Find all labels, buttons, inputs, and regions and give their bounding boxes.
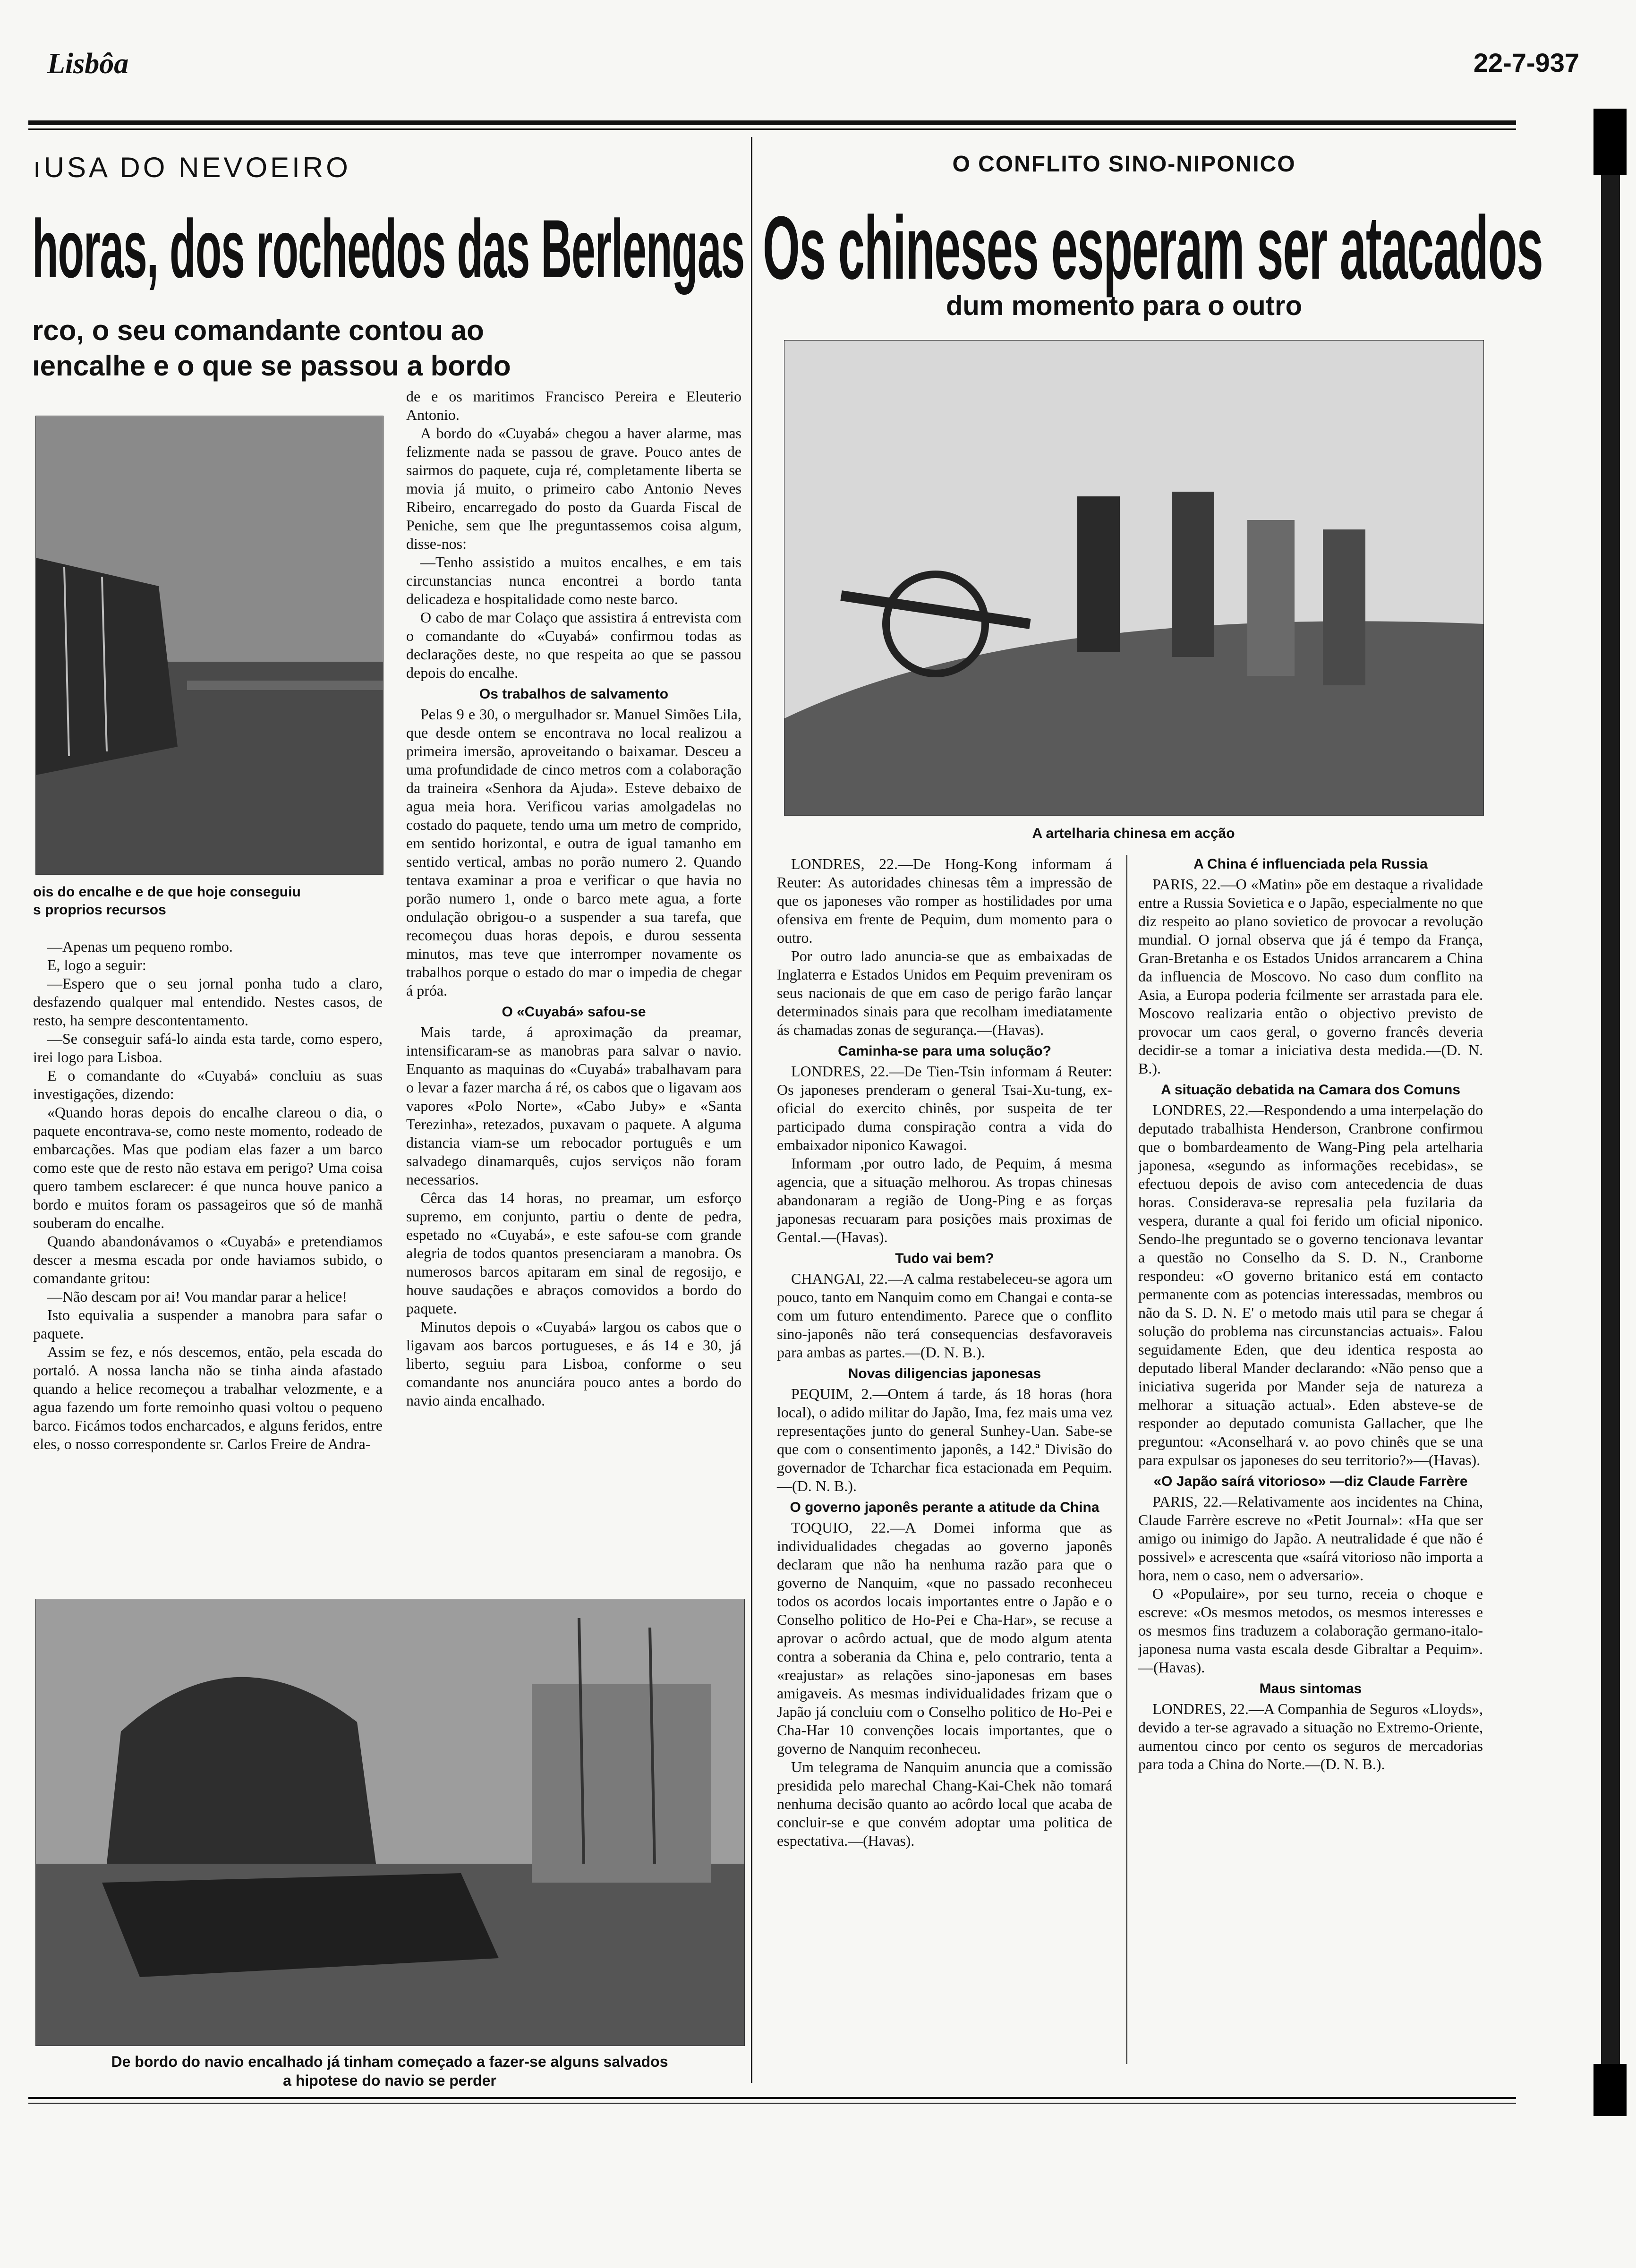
subheading-japanese-government: O governo japonês perante a atitude da China [790,1500,1099,1515]
page-edge-bar [1601,109,1620,2111]
subheading-new-diligences: Novas diligencias japonesas [848,1366,1041,1381]
issue-date: 22-7-937 [1473,48,1579,77]
left-column-a [33,938,383,1453]
salvage-photo-caption [35,2052,744,2090]
paragraph: E, logo a seguir: [47,956,146,973]
artillery-photo-caption: A artelharia chinesa em acção [1032,826,1235,841]
left-headline: horas, dos rochedos das Berlengas [32,203,745,295]
salvage-caption-line-1: De bordo do navio encalhado já tinham começado a fazer-se alguns salvados [111,2053,668,2070]
right-headline: Os chineses esperam ser atacados [763,198,1543,298]
subheading-freed: O «Cuyabá» safou-se [502,1004,646,1020]
left-kicker: ıUSA DO NEVOEIRO [33,152,351,183]
paragraph: LONDRES, 22.—De Tien-Tsin informam á Reuter: Os japoneses prenderam o general Tsai-Xu-tung, ex-oficial do exercito chinês, por suspeita de ter participado duma conspiração contra a vida do embaixador niponico Kawagoi. [777,1063,1112,1153]
paragraph: Por outro lado anuncia-se que as embaixadas de Inglaterra e Estados Unidos em Pequim preveniram os seus nacionais de que em caso de perigo farão lançar determinados sinais para que recolham imediatamente ás chamadas zonas de segurança.—(Havas). [777,947,1112,1038]
bottom-rule [28,2097,1516,2099]
subheading-commons: A situação debatida na Camara dos Comuns [1160,1082,1461,1098]
right-subhead: dum momento para o outro [946,290,1302,321]
subheading-all-well: Tudo vai bem? [895,1251,994,1266]
paragraph: Minutos depois o «Cuyabá» largou os cabos que o ligavam aos barcos portugueses, e ás 14 e 30, já liberto, seguiu para Lisboa, conforme o seu comandante nos anunciára pouco antes a bordo do navio ainda encalhado. [406,1318,741,1409]
top-rule [28,120,1516,125]
paragraph: Quando abandonávamos o «Cuyabá» e pretendiamos descer a mesma escada por onde haviamos subido, o comandante gritou: [33,1233,383,1287]
paragraph: —Se conseguir safá-lo ainda esta tarde, como espero, irei logo para Lisboa. [33,1030,383,1066]
paragraph: PARIS, 22.—Relativamente aos incidentes na China, Claude Farrère escreve no «Petit Journal»: «Ha que ser amigo ou inimigo do Japão. A neutralidade é que não é possivel» e acrescenta que «saírá vitorioso não importa a hora, nem o caso, nem o adversario». [1138,1493,1483,1584]
paragraph: O cabo de mar Colaço que assistira á entrevista com o comandante do «Cuyabá» confirmou todas as declarações deste, no que respeita ao que se passou depois do encalhe. [406,609,741,681]
left-subhead-2: ıencalhe e o que se passou a bordo [32,350,511,382]
artillery-photo [784,340,1484,816]
subheading-solution: Caminha-se para uma solução? [838,1043,1051,1059]
paragraph: CHANGAI, 22.—A calma restabeleceu-se agora um pouco, tanto em Nanquim como em Changai e conta-se com um futuro entendimento. Parece que o conflito sino-japonês não terá consequencias desfavoraveis para ambas as partes.—(D. N. B.). [777,1270,1113,1361]
left-subhead-1: rco, o seu comandante contou ao [32,315,484,346]
paragraph: —Apenas um pequeno rombo. [47,938,233,955]
subheading-russia: A China é influenciada pela Russia [1193,856,1428,872]
ship-photo-caption-2: s proprios recursos [33,902,166,918]
paragraph: —Tenho assistido a muitos encalhes, e em tais circunstancias nunca encontrei a bordo tanta delicadeza e hospitalidade como neste barco. [406,554,741,607]
paragraph: Cêrca das 14 horas, no preamar, um esforço supremo, em conjunto, partiu o dente de pedra, espetado no «Cuyabá», e este safou-se com grande alegria de todos quantos presenciaram a manobra. Os numerosos barcos apitaram em sinal de regosijo, e houve saudações e abraços comovidos a bordo do paquete. [406,1189,741,1317]
salvage-caption-line-2: a hipotese do navio se perder [283,2072,496,2089]
paragraph: A bordo do «Cuyabá» chegou a haver alarme, mas felizmente nada se passou de grave. Pouco antes de sairmos do paquete, cuja ré, completamente liberta se movia já muito, o primeiro cabo Antonio Neves Ribeiro, encarregado do posto da Guarda Fiscal de Peniche, sem que lhe preguntassemos coisa algum, disse-nos: [406,425,741,552]
page-edge-block-bottom [1593,2064,1627,2116]
paragraph: Informam ,por outro lado, de Pequim, á mesma agencia, que a situação melhorou. As tropas chinesas abandonaram a região de Uong-Ping e as forças japonesas recuaram para posições mais proximas de Gental.—(Havas). [777,1155,1112,1245]
paragraph: E o comandante do «Cuyabá» concluiu as suas investigações, dizendo: [33,1067,383,1102]
paragraph: PARIS, 22.—O «Matin» põe em destaque a rivalidade entre a Russia Sovietica e o Japão, especialmente no que diz respeito ao plano sovietico de provocar a revolução mundial. O jornal observa que já é tempo da França, Gran-Bretanha e os Estados Unidos arrancarem a China da influencia de Moscovo. No caso dum conflito na Asia, a Europa poderia fcilmente ser arrastada para ele. Moscovo realizaria então o objectivo previsto de provocar um caos geral, o governo francês deveria decidir-se a tomar a iniciativa desta medida.—(D. N. B.). [1138,876,1483,1077]
story-divider [751,137,752,2083]
right-column-c [777,855,1112,1850]
paragraph: O «Populaire», por seu turno, receia o choque e escreve: «Os mesmos metodos, os mesmos interesses e os mesmos fins traduzem a colaboração germano-italo-japonesa numa vasta escala desde Gibraltar a Pequim».—(Havas). [1138,1585,1483,1676]
bottom-rule-thin [28,2103,1516,2104]
paragraph: Pelas 9 e 30, o mergulhador sr. Manuel Simões Lila, que desde ontem se encontrava no local realizou a primeira imersão, aproveitando o baixamar. Desceu a uma profundidade de cinco metros com a colaboração da traineira «Senhora da Ajuda». Esteve debaixo de agua meia hora. Verificou varias amolgadelas no costado do paquete, tendo uma um metro de comprido, em sentido horizontal, e outra de igual tamanho em sentido vertical, ambas no porão numero 2. Quando tentava examinar a proa e verificar o que havia no porão numero 1, onde o barco mete agua, a forte ondulação obrigou-o a suspender a sua tarefa, que recomeçou duas horas depois, e durou sessenta minutos, mas teve que interromper novamente os trabalhos porque o estado do mar o impedia de chegar á próa. [406,706,741,999]
column-divider [1126,855,1127,2064]
paragraph: Assim se fez, e nós descemos, então, pela escada do portaló. A nossa lancha não se tinha ainda afastado quando a helice recomeçou a trabalhar velozmente, e a agua fazendo um forte remoinho quasi voltou o pequeno barco. Ficámos todos encharcados, e alguns feridos, entre eles, o nosso correspondente sr. Carlos Freire de Andra- [33,1343,383,1452]
ship-aground-photo [35,416,383,875]
paragraph: Um telegrama de Nanquim anuncia que a comissão presidida pelo marechal Chang-Kai-Chek não tomará nenhuma decisão quanto ao acôrdo local que acaba de concluir-se e que convém adoptar uma politica de espectativa.—(Havas). [777,1758,1112,1849]
paragraph: LONDRES, 22.—Respondendo a uma interpelação do deputado trabalhista Henderson, Cranbrone confirmou que o bombardeamento de Wang-Ping pela artelharia japonesa, «segundo as informações recebidas», se efectuou depois de aviso com antecedencia de duas horas. Considerava-se represalia pela fuzilaria da vespera, durante a qual foi ferido um oficial niponico. Sendo-lhe preguntado se o governo tencionava levantar a questão no Conselho da S. D. N., Cranborne respondeu: «O governo britanico está em contacto permanente com as potencias interessadas, membros ou não da S. D. N. E' o metodo mais util para se chegar á solução do problema nas circunstancias actuais». Falou seguidamente Eden, que deu identica resposta ao deputado liberal Mander declarando: «Não penso que a iniciativa sugerida por Mander seja de natureza a melhorar a situação actual». Eden absteve-se de responder ao deputado comunista Gallacher, que lhe preguntou: «Aconselhará v. ao povo chinês que se una para expulsar os japoneses do seu territorio?»—(Havas). [1138,1101,1483,1468]
subheading-bad-signs: Maus sintomas [1259,1681,1362,1697]
paragraph: —Não descam por ai! Vou mandar parar a helice! [47,1288,347,1305]
paragraph: —Espero que o seu jornal ponha tudo a claro, desfazendo qualquer mal entendido. Nestes casos, de resto, ha sempre descontentamento. [33,975,383,1029]
paragraph: «Quando horas depois do encalhe clareou o dia, o paquete encontrava-se, como neste momento, rodeado de embarcações. Mas que podiam elas fazer a um barco como este que de resto não estava em perigo? Uma coisa quero tambem esclarecer: é que nunca houve panico a bordo e muitos foram os passageiros que só de manhã souberam do encalhe. [33,1104,383,1231]
subheading-salvage: Os trabalhos de salvamento [479,686,669,702]
boats-illustration [36,1599,744,2046]
paragraph: LONDRES, 22.—A Companhia de Seguros «Lloyds», devido a ter-se agravado a situação no Extremo-Oriente, aumentou cinco por cento os seguros de mercadorias para toda a China do Norte.—(D. N. B.). [1138,1700,1483,1773]
subheading-farrere: «O Japão saírá vitorioso» —diz Claude Farrère [1153,1474,1468,1489]
ship-photo-caption-1: ois do encalhe e de que hoje conseguiu [33,884,301,900]
right-column-d [1138,855,1483,1773]
artillery-illustration [784,341,1483,815]
ship-hull-illustration [36,416,383,874]
left-column-b [406,387,741,1410]
top-rule-thin [28,128,1516,130]
salvage-boats-photo [35,1599,745,2046]
paragraph: Mais tarde, á aproximação da preamar, intensificaram-se as manobras para salvar o navio. Enquanto as maquinas do «Cuyabá» trabalhavam para o levar a fazer marcha á ré, os cabos que o ligavam aos vapores «Polo Norte», «Cabo Juby» e «Santa Terezinha», retezados, puxavam o paquete. A alguma distancia viam-se um rebocador português e um salvadego dinamarquês, cujos serviços não foram necessarios. [406,1023,741,1188]
paragraph: TOQUIO, 22.—A Domei informa que as individualidades chegadas ao governo japonês declaram que não ha nenhuma razão para que o governo de Nanquim, «que no passado reconheceu todos os acordos locais importantes entre o Japão e o Conselho politico de Ho-Pei e Cha-Har», se recuse a aprovar o acôrdo actual, que de modo algum atenta contra a soberania da China e, pelo contrario, tenta a «reajustar» as relações sino-japonesas em bases amigaveis. As mesmas individualidades frizam que o Japão já concluiu com o Conselho politico de Ho-Pei e Cha-Har 10 convenções locais importantes, que o governo de Nanquim reconheceu. [777,1519,1112,1757]
right-kicker: O CONFLITO SINO-NIPONICO [952,152,1296,177]
paragraph: Isto equivalia a suspender a manobra para safar o paquete. [33,1306,383,1342]
paragraph: de e os maritimos Francisco Pereira e Eleuterio Antonio. [406,388,741,423]
paragraph: PEQUIM, 2.—Ontem á tarde, ás 18 horas (hora local), o adido militar do Japão, Ima, fez mais uma vez representações junto do general Sunhey-Uan. Sabe-se que com o consentimento japonês, a 142.ª Divisão do governador de Tcharchar fica estacionada em Pequim.—(D. N. B.). [777,1385,1112,1494]
paragraph: LONDRES, 22.—De Hong-Kong informam á Reuter: As autoridades chinesas têm a impressão de que os japoneses vão romper as hostilidades por uma ofensiva em frente de Pequim, dum momento para o outro. [777,855,1112,946]
section-name: Lisbôa [47,48,129,80]
page-edge-block-top [1593,109,1627,175]
